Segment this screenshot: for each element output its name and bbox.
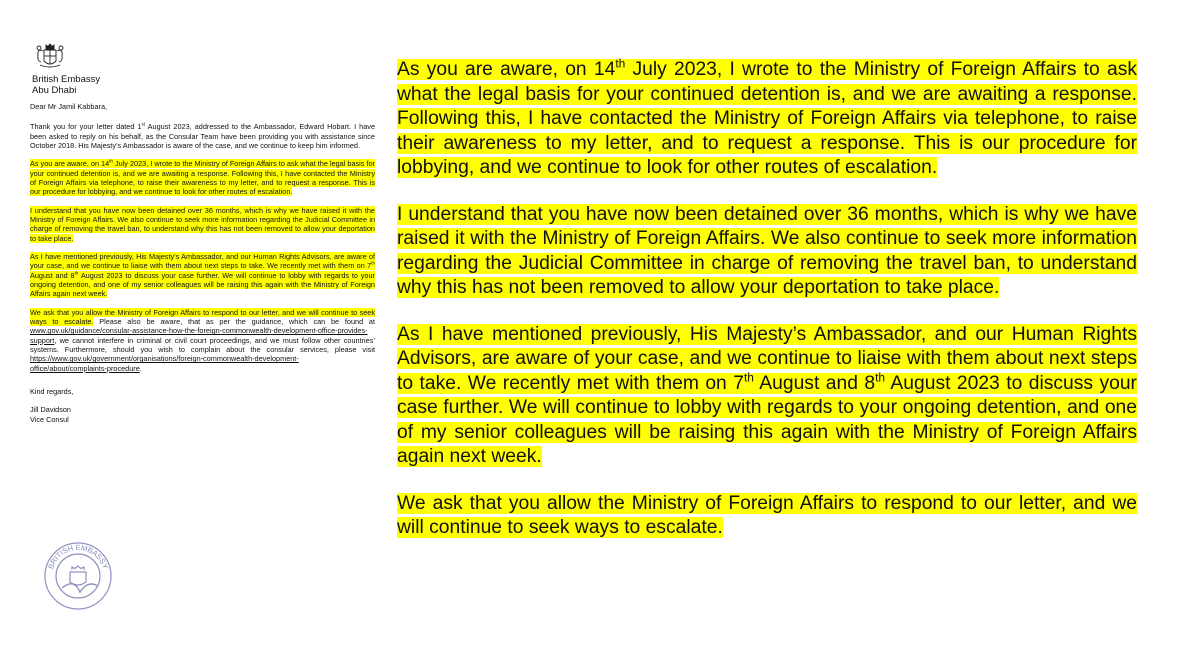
excerpt-paragraph-4	[397, 492, 1137, 541]
salutation: Dear Mr Jamil Kabbara,	[30, 102, 108, 111]
intro-text-a: Thank you for your letter dated 1	[30, 122, 142, 132]
letter-paragraph-1	[30, 159, 375, 196]
highlight	[397, 324, 1137, 468]
org-line2: Abu Dhabi	[32, 85, 77, 97]
p3-sup-b: th	[74, 270, 79, 276]
intro-text-b: August 2023, addressed to the Ambassador, Edward Hobart. I have been asked to reply on his behalf, as the Consular Team have been providing you with assistance since October 2018. His Majesty’s Ambassador is aware of the case, and we continue to keep him informed.	[30, 122, 376, 150]
org-line1: British Embassy	[32, 74, 101, 85]
p3-sup-a: th	[371, 260, 375, 266]
ex1-text-a: As you are aware, on 14	[397, 59, 616, 80]
ex3-sup-a: th	[743, 370, 754, 385]
ex3-text-c: August 2023 to discuss your case further. We will continue to lobby with regards to your ongoing detention, and one of my senior colleagues will be raising this again with the Ministry of Foreign Affairs again next week.	[397, 372, 1137, 467]
ex1-text-b: July 2023, I wrote to the Ministry of Foreign Affairs to ask what the legal basis for your continued detention is, and we are awaiting a response. Following this, I have contacted the Ministry of Foreign Affairs via telephone, to raise their awareness to my letter, and to request a response. This is our procedure for lobbying, and we continue to look for other routes of escalation.	[397, 59, 1137, 178]
signature-block	[30, 405, 375, 425]
signer-title: Vice Consul	[30, 415, 69, 425]
excerpt-paragraph-2	[397, 203, 1137, 301]
p3-text-a: As I have mentioned previously, His Majesty’s Ambassador, and our Human Rights Advisors, are aware of your case, and we continue to liaise with them about next steps to take. We recently met with them on 7	[30, 251, 375, 271]
highlight	[397, 56, 1137, 178]
ex1-sup: th	[615, 56, 626, 71]
letter-body	[30, 102, 375, 425]
excerpt-paragraph-1	[397, 58, 1137, 181]
signer-name: Jill Davidson	[30, 405, 71, 415]
closing: Kind regards,	[30, 386, 74, 396]
excerpt-paragraph-3	[397, 323, 1137, 470]
ex3-sup-b: th	[875, 370, 886, 385]
p4-text-2: , we cannot interfere in criminal or civil court proceedings, and we must follow other countries’ systems. Furthermore, should you wish to complain about the consular services, please visit	[30, 335, 375, 354]
highlight	[30, 252, 375, 298]
complaints-link[interactable]: https://www.gov.uk/government/organisations/foreign-commonwealth-development-office/about/complaints-procedure	[30, 354, 299, 373]
ex4-highlight: We ask that you allow the Ministry of Foreign Affairs to respond to our letter, and we will continue to seek ways to escalate.	[397, 492, 1137, 538]
royal-crest-icon	[32, 36, 68, 70]
p1-sup: th	[109, 158, 113, 164]
ex2-highlight: I understand that you have now been detained over 36 months, which is why we have raised it with the Ministry of Foreign Affairs. We also continue to seek more information regarding the Judicial Committee in charge of removing the travel ban, to understand why this has not been removed to allow your deportation to take place.	[397, 203, 1137, 298]
p4-text-3: .	[139, 363, 142, 373]
p1-text-b: July 2023, I wrote to the Ministry of Foreign Affairs to ask what the legal basis for your continued detention is, and we are awaiting a response. Following this, I have contacted the Ministry of Foreign Affairs via telephone, to raise their awareness to my letter, and to request a response. This is our procedure for lobbying, and we continue to look for other routes of escalation.	[30, 159, 375, 197]
letter-paragraph-3	[30, 252, 375, 299]
ex3-text-b: August and 8	[753, 372, 876, 394]
p4-text-1: Please also be aware, that as per the guidance, which can be found at	[93, 316, 375, 326]
p3-text-b: August and 8	[30, 270, 75, 280]
ex3-text-a: As I have mentioned previously, His Majesty’s Ambassador, and our Human Rights Advisors, are aware of your case, and we continue to liaise with them about next steps to take. We recently met with them on 7	[397, 323, 1137, 394]
embassy-stamp-icon	[40, 536, 116, 612]
letter-paragraph-4	[30, 308, 375, 373]
p3-text-c: August 2023 to discuss your case further. We will continue to lobby with regards to your ongoing detention, and one of my senior colleagues will be raising this again with the Ministry of Foreign Affairs again next week.	[30, 270, 375, 299]
p4-highlight: We ask that you allow the Ministry of Foreign Affairs to respond to our letter, and we will continue to seek ways to escalate.	[30, 307, 375, 326]
highlight	[30, 159, 375, 196]
zoomed-excerpt	[397, 58, 1137, 563]
letter-page	[30, 36, 375, 611]
intro-sup: st	[141, 121, 146, 127]
embassy-name	[32, 74, 100, 96]
letter-paragraph-intro	[30, 122, 375, 150]
guidance-link[interactable]: www.gov.uk/guidance/consular-assistance-how-the-foreign-commonwealth-development-office-provides-support	[30, 326, 368, 345]
p1-text-a: As you are aware, on 14	[30, 159, 110, 169]
letter-paragraph-2	[30, 206, 375, 243]
stamp-text: BRITISH EMBASSY	[46, 542, 110, 571]
p2-highlight: I understand that you have now been detained over 36 months, which is why we have raised it with the Ministry of Foreign Affairs. We also continue to seek more information regarding the Judicial Committee in charge of removing the travel ban, to understand why this has not been removed to allow your deportation to take place.	[30, 205, 375, 243]
